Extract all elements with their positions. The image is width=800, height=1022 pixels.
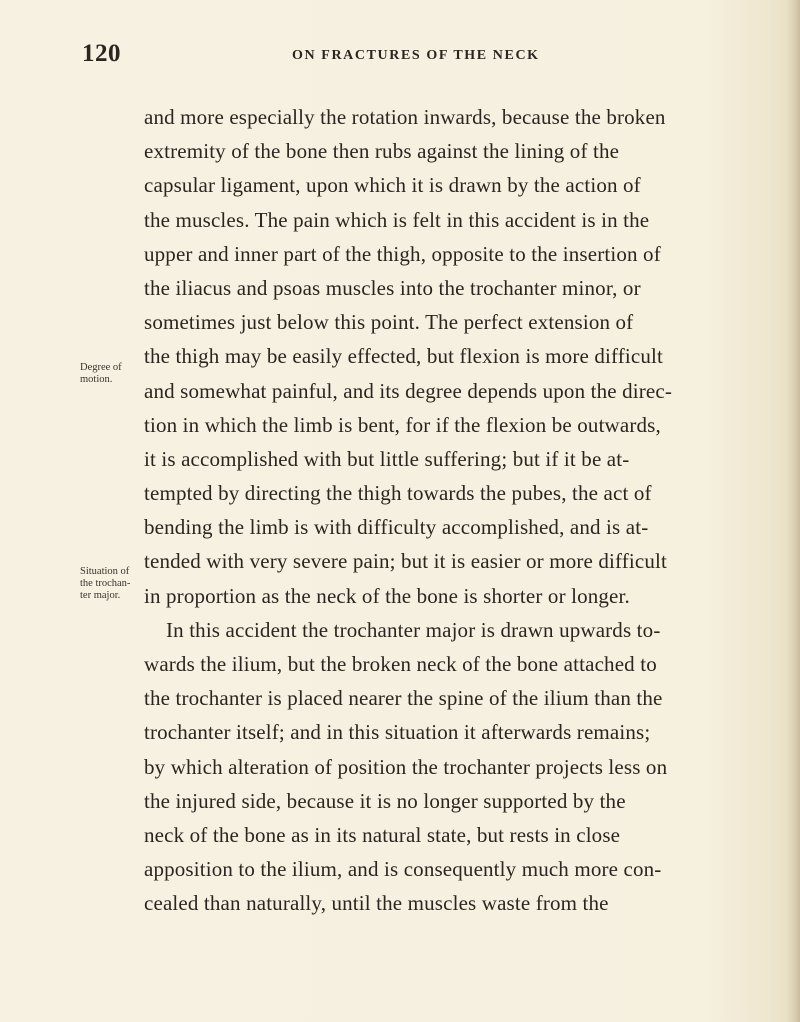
page-edge-shadow xyxy=(786,0,800,1022)
margin-note-line: motion. xyxy=(80,374,113,385)
text-line: wards the ilium, but the broken neck of the bone attached to xyxy=(144,652,657,676)
text-line: apposition to the ilium, and is consequently much more con- xyxy=(144,857,662,882)
margin-note-line: Degree of xyxy=(80,362,122,373)
page-number: 120 xyxy=(82,40,121,67)
text-line: tempted by directing the thigh towards the pubes, the act of xyxy=(144,481,652,506)
text-line: capsular ligament, upon which it is drawn by the action of xyxy=(144,173,641,198)
body-text xyxy=(144,100,784,921)
text-line: the muscles. The pain which is felt in this accident is in the xyxy=(144,207,650,232)
text-line: the injured side, because it is no longer supported by the xyxy=(144,788,626,813)
margin-note-line: the trochan- xyxy=(80,578,131,589)
text-line: the iliacus and psoas muscles into the trochanter minor, or xyxy=(144,275,641,300)
margin-note-line: ter major. xyxy=(80,590,121,601)
text-line: tion in which the limb is bent, for if the flexion be outwards, xyxy=(144,412,661,437)
running-head: ON FRACTURES OF THE NECK xyxy=(292,48,540,63)
text-line: in proportion as the neck of the bone is shorter or longer. xyxy=(144,583,630,608)
text-line: it is accomplished with but little suffering; but if it be at- xyxy=(144,446,630,471)
text-line: by which alteration of position the trochanter projects less on xyxy=(144,754,668,779)
margin-note-line: Situation of xyxy=(80,566,130,577)
text-line: bending the limb is with difficulty accomplished, and is at- xyxy=(144,515,649,540)
text-line: cealed than naturally, until the muscles waste from the xyxy=(144,891,609,916)
text-line: sometimes just below this point. The perfect extension of xyxy=(144,310,634,335)
text-line-indented: In this accident the trochanter major is drawn upwards to- xyxy=(166,617,661,642)
text-line: the trochanter is placed nearer the spine of the ilium than the xyxy=(144,686,663,711)
margin-note-situation-trochanter xyxy=(80,566,142,602)
text-line: upper and inner part of the thigh, opposite to the insertion of xyxy=(144,241,661,266)
text-line: the thigh may be easily effected, but flexion is more difficult xyxy=(144,344,663,369)
margin-note-degree-of-motion xyxy=(80,362,142,386)
text-line: tended with very severe pain; but it is easier or more difficult xyxy=(144,549,667,574)
page-header xyxy=(82,40,732,76)
text-line: and more especially the rotation inwards, because the broken xyxy=(144,105,666,129)
text-line: neck of the bone as in its natural state, but rests in close xyxy=(144,822,621,847)
text-line: and somewhat painful, and its degree depends upon the direc- xyxy=(144,378,673,403)
text-line: extremity of the bone then rubs against the lining of the xyxy=(144,139,620,164)
text-line: trochanter itself; and in this situation it afterwards remains; xyxy=(144,720,651,745)
